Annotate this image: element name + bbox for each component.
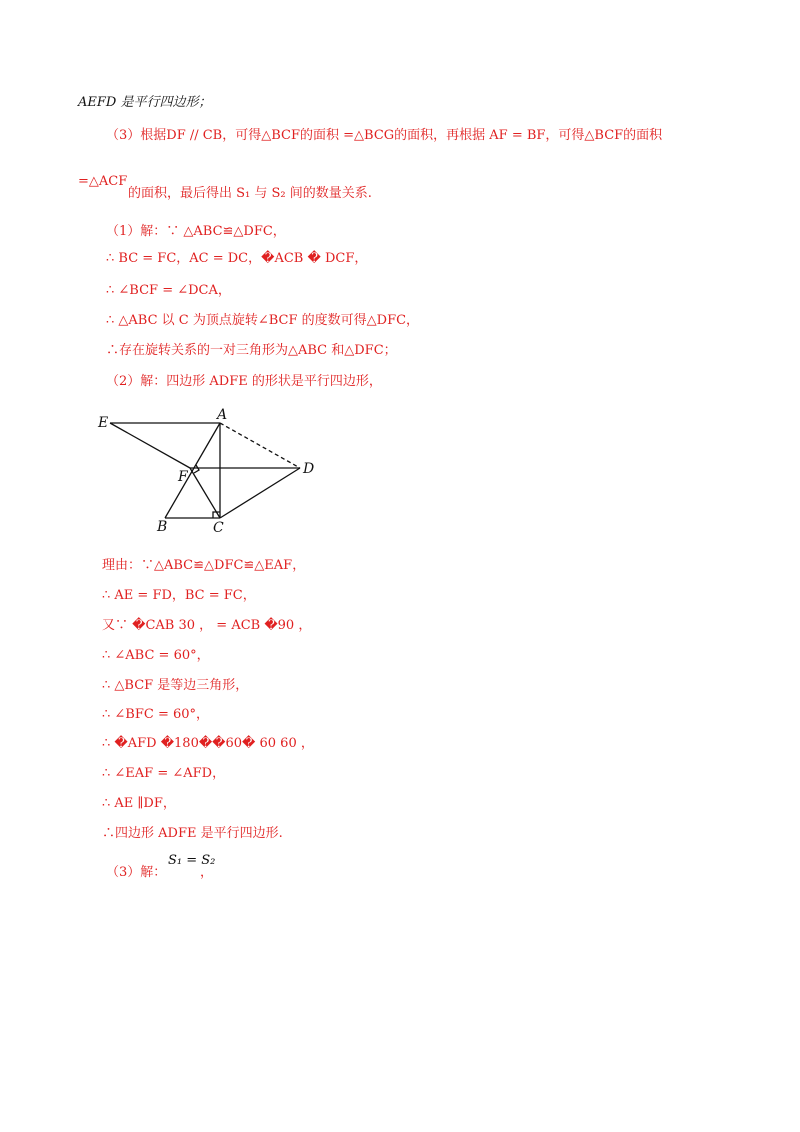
text-line-13: ∴ ∠ABC = 60°， [102,648,210,663]
text-line-10: 理由：∵△ABC≌△DFC≌△EAF， [102,558,306,573]
label-A: A [217,407,228,423]
text-line-4: （1）解：∵ △ABC≌△DFC， [106,224,286,239]
text-line-9: （2）解：四边形 ADFE 的形状是平行四边形， [106,374,382,389]
text-line-19: ∴四边形 ADFE 是平行四边形. [102,826,283,841]
label-E: E [98,415,109,431]
segment-EF [110,423,190,468]
label-B: B [157,519,168,535]
text-line-3b: 的面积，最后得出 S₁ 与 S₂ 间的数量关系. [128,186,372,201]
label-D: D [303,461,315,477]
text-line-20c: ， [200,865,214,880]
text-line-3a: =△ACF [78,174,128,189]
segment-FC [190,468,220,518]
text-line-2: （3）根据DF // CB，可得△BCF的面积 =△BCG的面积，再根据 AF = BF，可得△BCF的面积 [106,128,663,143]
text-line-16: ∴ �AFD �180��60� 60 60 ， [102,736,314,751]
text-line-7: ∴ △ABC 以 C 为顶点旋转∠BCF 的度数可得△DFC， [106,313,420,328]
segment-AD-dashed [220,423,300,468]
text-line-15: ∴ ∠BFC = 60°， [102,707,210,722]
text-line-20a: （3）解： [106,865,167,880]
text-line-20b: S₁ = S₂ [168,853,216,868]
text-line-17: ∴ ∠EAF = ∠AFD， [102,766,226,781]
label-F: F [178,469,188,485]
geometry-figure [95,403,325,538]
text-line-6: ∴ ∠BCF = ∠DCA， [106,283,231,298]
text-line-12: 又∵ �CAB 30 ， = ACB �90 ， [102,618,312,633]
label-C: C [213,520,224,536]
text-line-11: ∴ AE = FD，BC = FC， [102,588,256,603]
text-line-8: ∴存在旋转关系的一对三角形为△ABC 和△DFC； [106,343,397,358]
text-line-5: ∴ BC = FC，AC = DC，�ACB � DCF， [106,251,368,266]
text-line-18: ∴ AE ∥DF， [102,796,176,811]
segment-CD [220,468,300,518]
text-line-1: AEFD 是平行四边形； [78,95,212,110]
text-line-14: ∴ △BCF 是等边三角形， [102,678,249,693]
